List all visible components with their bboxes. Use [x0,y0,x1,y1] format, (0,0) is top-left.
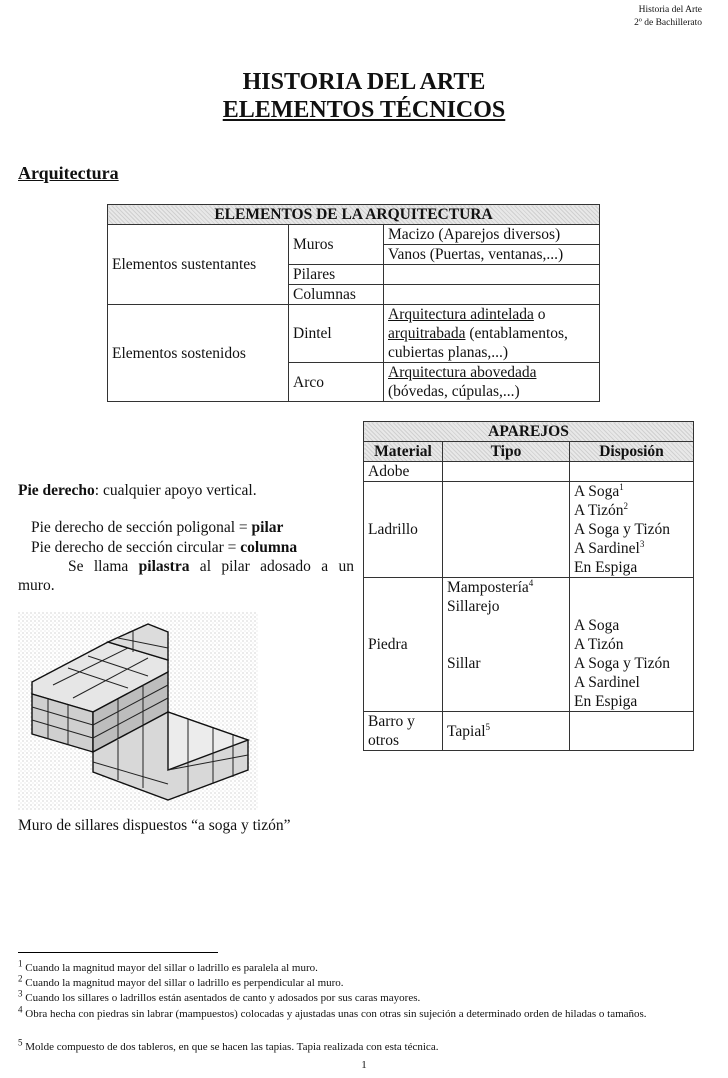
pie-derecho-definition: Pie derecho: cualquier apoyo vertical. [18,482,257,499]
page-header [634,4,702,30]
list-item: A Sardinel [574,674,640,691]
footnote-2: $^2$ Cuando la magnitud mayor del sillar o ladrillo es perpendicular al muro. [18,973,344,989]
barro-cell: Barro y otros [364,712,443,751]
piedra-cell: Piedra [364,578,443,712]
list-item: A Soga y Tizón [574,521,671,538]
col-disposicion: Disposión [570,442,694,462]
list-item: Mampostería$^4$ [447,577,534,596]
page-number: 1 [361,1059,367,1071]
list-item: A Tizón [574,636,624,653]
tapial-cell: Tapial$^5$ [443,712,570,751]
image-caption: Muro de sillares dispuestos “a soga y tizón” [18,817,291,834]
section-heading: Arquitectura [18,163,119,183]
dintel-desc-cell [384,305,600,363]
footnote-5: $^5$ Molde compuesto de dos tableros, en que se hacen las tapias. Tapia realizada con esta técnica. [18,1037,439,1053]
title-line-2: ELEMENTOS TÉCNICOS [222,97,506,123]
list-item: A Soga [574,617,620,634]
pilastra-paragraph: Se llama pilastra al pilar adosado a un muro. [18,558,354,594]
page-title [0,68,728,124]
pilares-cell: Pilares [289,265,384,285]
list-item: A Soga$^1$ [574,481,624,500]
dintel-cell: Dintel [289,305,384,363]
footnote-3: $^3$ Cuando los sillares o ladrillos están asentados de canto y adosados por sus caras mayores. [18,988,421,1004]
sostenidos-cell: Elementos sostenidos [108,305,289,402]
list-item: En Espiga [574,559,638,576]
arco-cell: Arco [289,363,384,402]
list-item: En Espiga [574,693,638,710]
adobe-tipo [443,462,570,482]
elements-table [107,204,600,402]
elements-table-title: ELEMENTOS DE LA ARQUITECTURA [108,205,600,225]
poligonal-line: Pie derecho de sección poligonal = pilar [31,519,284,536]
abovedada-text: Arquitectura abovedada [388,364,537,381]
aparejos-table-title: APAREJOS [364,422,694,442]
col-tipo: Tipo [443,442,570,462]
piedra-tipo [443,578,570,712]
or-text: o [533,306,546,323]
arco-desc-cell [384,363,600,402]
ashlar-wall-image [18,612,258,810]
vanos-cell: Vanos (Puertas, ventanas,...) [384,245,600,265]
ladrillo-tipo [443,482,570,578]
list-item: Sillarejo [447,598,500,615]
aparejos-table [363,421,694,751]
header-course: Historia del Arte [638,5,702,15]
piedra-disp [570,578,694,712]
macizo-cell: Macizo (Aparejos diversos) [384,225,600,245]
barro-disp [570,712,694,751]
footnote-divider [18,952,218,953]
columnas-cell: Columnas [289,285,384,305]
ladrillo-disp [570,482,694,578]
col-material: Material [364,442,443,462]
title-line-1: HISTORIA DEL ARTE [242,69,486,95]
ladrillo-cell: Ladrillo [364,482,443,578]
adobe-disp [570,462,694,482]
list-item: A Soga y Tizón [574,655,671,672]
circular-line: Pie derecho de sección circular = columna [31,539,298,556]
columnas-empty [384,285,600,305]
pilares-empty [384,265,600,285]
list-item: A Tizón$^2$ [574,500,629,519]
arquitrabada-text: arquitrabada [388,325,466,342]
muros-cell: Muros [289,225,384,265]
list-item: Sillar [447,655,481,672]
list-item: A Sardinel$^3$ [574,538,645,557]
adobe-cell: Adobe [364,462,443,482]
footnote-4: $^4$ Obra hecha con piedras sin labrar (mampuestos) colocadas y ajustadas unas con otras sin sujeción a determinado orden de hiladas o tamaños. [18,1004,647,1020]
adintelada-text: Arquitectura adintelada [388,306,534,323]
sustentantes-cell: Elementos sustentantes [108,225,289,305]
arco-desc-rest: (bóvedas, cúpulas,...) [388,383,520,400]
dintel-desc-rest: (entablamentos, cubiertas planas,...) [388,325,568,361]
footnote-1: $^1$ Cuando la magnitud mayor del sillar o ladrillo es paralela al muro. [18,958,318,974]
header-level: 2º de Bachillerato [634,18,702,28]
